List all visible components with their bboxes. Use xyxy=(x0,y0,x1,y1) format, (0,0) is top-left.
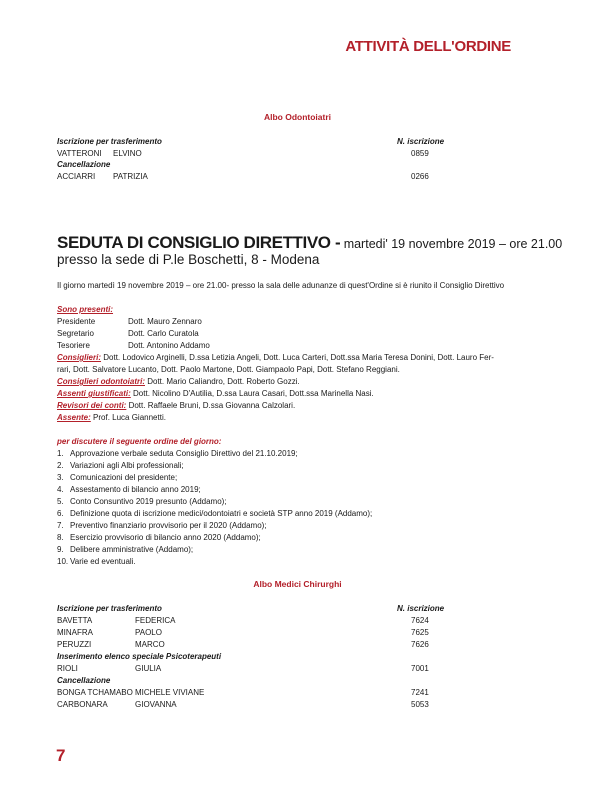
odonto-cancel-number: 0266 xyxy=(411,172,429,181)
agenda-number: 1. xyxy=(57,449,64,458)
albo-odontoiatri-title: Albo Odontoiatri xyxy=(263,112,332,122)
medici-col-numero: N. iscrizione xyxy=(397,604,445,613)
officer-role: Tesoriere xyxy=(57,341,90,350)
revisori-text: Dott. Raffaele Bruni, D.ssa Giovanna Calzolari. xyxy=(126,401,296,410)
assente-label: Assente: xyxy=(57,413,91,422)
present-label: Sono presenti: xyxy=(57,305,114,314)
revisori-label: Revisori dei conti: xyxy=(57,401,127,410)
medici-row-number: 7626 xyxy=(411,640,429,649)
agenda-item: Preventivo finanziario provvisorio per il 2020 (Addamo); xyxy=(70,521,267,530)
agenda-number: 9. xyxy=(57,545,64,554)
agenda-number: 4. xyxy=(57,485,64,494)
medici-cancellazione-label: Cancellazione xyxy=(57,676,111,685)
seduta-intro: Il giorno martedì 19 novembre 2019 – ore 21.00- presso la sala delle adunanze di quest'Ordine si è riunito il Consiglio Direttivo xyxy=(57,281,505,290)
psicoterapeuti-label: Inserimento elenco speciale Psicoterapeuti xyxy=(57,652,222,661)
agenda-item: Definizione quota di iscrizione medici/odontoiatri e società STP anno 2019 (Addamo); xyxy=(70,509,373,518)
officer-role: Segretario xyxy=(57,329,94,338)
medici-cancel-name: GIOVANNA xyxy=(135,700,177,709)
agenda-item: Comunicazioni del presidente; xyxy=(70,473,178,482)
medici-cancel-surname: BONGA TCHAMABO xyxy=(57,688,133,697)
agenda-item: Assestamento di bilancio anno 2019; xyxy=(70,485,201,494)
odonto-row-name: ELVINO xyxy=(113,149,142,158)
officer-role: Presidente xyxy=(57,317,96,326)
revisori-line xyxy=(57,400,295,412)
odonto-row-number: 0859 xyxy=(411,149,429,158)
agenda-item: Delibere amministrative (Addamo); xyxy=(70,545,194,554)
consiglieri-label: Consiglieri: xyxy=(57,353,102,362)
medici-row-name: FEDERICA xyxy=(135,616,176,625)
medici-row-name: MARCO xyxy=(135,640,165,649)
agenda-item: Variazioni agli Albi professionali; xyxy=(70,461,184,470)
seduta-title-bold: SEDUTA DI CONSIGLIO DIRETTIVO - xyxy=(57,233,341,252)
medici-cancel-name: MICHELE VIVIANE xyxy=(135,688,205,697)
psico-row-number: 7001 xyxy=(411,664,429,673)
odonto-col-numero: N. iscrizione xyxy=(397,137,445,146)
agenda-number: 7. xyxy=(57,521,64,530)
medici-row-surname: BAVETTA xyxy=(57,616,93,625)
assenti-giustificati-text: Dott. Nicolino D'Autilia, D.ssa Laura Casari, Dott.ssa Marinella Nasi. xyxy=(130,389,374,398)
medici-cancel-number: 5053 xyxy=(411,700,429,709)
assente-line xyxy=(57,412,166,424)
agenda-item: Approvazione verbale seduta Consiglio Direttivo del 21.10.2019; xyxy=(70,449,298,458)
medici-row-surname: PERUZZI xyxy=(57,640,92,649)
medici-row-number: 7625 xyxy=(411,628,429,637)
assente-text: Prof. Luca Giannetti. xyxy=(90,413,166,422)
consiglieri-text-cont: rari, Dott. Salvatore Lucanto, Dott. Paolo Martone, Dott. Giampaolo Papi, Dott. Stefano Reggiani. xyxy=(57,365,400,374)
officer-name: Dott. Carlo Curatola xyxy=(128,329,199,338)
psico-row-surname: RIOLI xyxy=(57,664,78,673)
seduta-title-date: martedi' 19 novembre 2019 – ore 21.00 xyxy=(340,237,563,251)
agenda-label: per discutere il seguente ordine del giorno: xyxy=(57,437,222,446)
assenti-giustificati-label: Assenti giustificati: xyxy=(57,389,131,398)
odonto-cancel-name: PATRIZIA xyxy=(113,172,148,181)
officer-name: Dott. Antonino Addamo xyxy=(128,341,210,350)
odonto-cancellazione-label: Cancellazione xyxy=(57,160,111,169)
agenda-item: Conto Consuntivo 2019 presunto (Addamo); xyxy=(70,497,227,506)
medici-col-iscrizione: Iscrizione per trasferimento xyxy=(57,604,162,613)
assenti-giustificati-line xyxy=(57,388,374,400)
officer-name: Dott. Mauro Zennaro xyxy=(128,317,202,326)
agenda-number: 3. xyxy=(57,473,64,482)
odonto-col-iscrizione: Iscrizione per trasferimento xyxy=(57,137,162,146)
medici-cancel-surname: CARBONARA xyxy=(57,700,108,709)
agenda-number: 5. xyxy=(57,497,64,506)
psico-row-name: GIULIA xyxy=(135,664,162,673)
odonto-consiglieri-label: Consiglieri odontoiatri: xyxy=(57,377,145,386)
consiglieri-text: Dott. Lodovico Arginelli, D.ssa Letizia Angeli, Dott. Luca Carteri, Dott.ssa Maria Teresa Donini, Dott. Lauro Fer- xyxy=(101,353,494,362)
odonto-consiglieri-line xyxy=(57,376,300,388)
medici-cancel-number: 7241 xyxy=(411,688,429,697)
agenda-number: 10. xyxy=(57,557,69,566)
page-header-title: ATTIVITÀ DELL'ORDINE xyxy=(345,38,511,55)
seduta-location: presso la sede di P.le Boschetti, 8 - Modena xyxy=(57,252,320,267)
odonto-consiglieri-text: Dott. Mario Caliandro, Dott. Roberto Gozzi. xyxy=(145,377,300,386)
agenda-number: 6. xyxy=(57,509,64,518)
medici-row-name: PAOLO xyxy=(135,628,162,637)
odonto-row-surname: VATTERONI xyxy=(57,149,102,158)
medici-row-surname: MINAFRA xyxy=(57,628,93,637)
page-number: 7 xyxy=(56,746,66,765)
agenda-number: 2. xyxy=(57,461,64,470)
agenda-number: 8. xyxy=(57,533,64,542)
agenda-item: Esercizio provvisorio di bilancio anno 2020 (Addamo); xyxy=(70,533,261,542)
albo-medici-title: Albo Medici Chirurghi xyxy=(253,579,342,589)
medici-row-number: 7624 xyxy=(411,616,429,625)
consiglieri-line xyxy=(57,352,494,364)
odonto-cancel-surname: ACCIARRI xyxy=(57,172,96,181)
agenda-item: Varie ed eventuali. xyxy=(70,557,136,566)
